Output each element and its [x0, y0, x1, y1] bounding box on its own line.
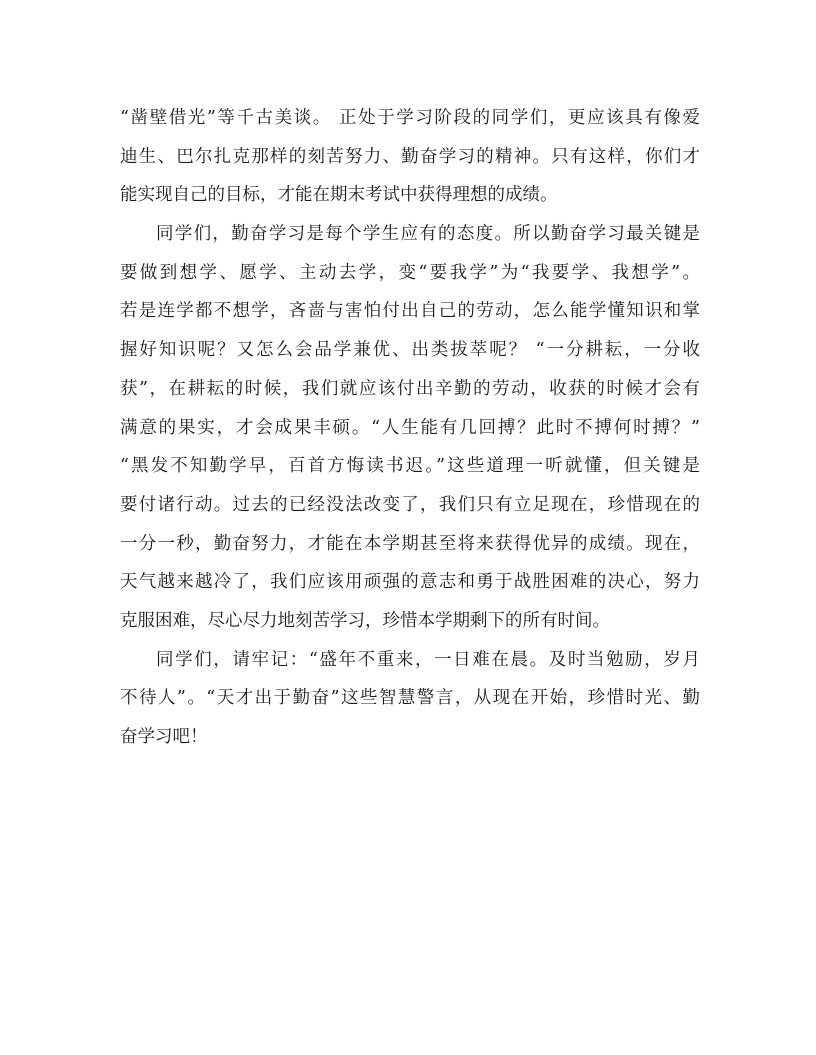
- paragraph: [120, 103, 700, 219]
- text-line: 满意的果实，才会成果丰硕。“人生能有几回搏？此时不搏何时搏？”: [120, 417, 700, 438]
- paragraph: [120, 645, 700, 761]
- text-line: 能实现自己的目标，才能在期末考试中获得理想的成绩。: [120, 185, 558, 206]
- text-line: 若是连学都不想学，吝啬与害怕付出自己的劳动，怎么能学懂知识和掌: [120, 301, 700, 322]
- text-line: 克服困难，尽心尽力地刻苦学习，珍惜本学期剩下的所有时间。: [120, 610, 610, 631]
- text-line: 天气越来越冷了，我们应该用顽强的意志和勇于战胜困难的决心，努力: [120, 572, 700, 593]
- text-line: 奋学习吧！: [120, 727, 208, 747]
- text-line: 获”，在耕耘的时候，我们就应该付出辛勤的劳动，收获的时候才会有: [120, 378, 700, 399]
- text-line: 迪生、巴尔扎克那样的刻苦努力、勤奋学习的精神。只有这样，你们才: [120, 146, 700, 167]
- text-line: 一分一秒，勤奋努力，才能在本学期甚至将来获得优异的成绩。现在，: [120, 533, 700, 554]
- text-line: 要做到想学、愿学、主动去学，变“要我学”为“我要学、我想学”。: [120, 262, 700, 283]
- body-text: [120, 103, 700, 761]
- text-line: 要付诸行动。过去的已经没法改变了，我们只有立足现在，珍惜现在的: [120, 494, 700, 515]
- text-line: 同学们，勤奋学习是每个学生应有的态度。所以勤奋学习最关键是: [156, 224, 700, 245]
- text-line: “凿壁借光”等千古美谈。 正处于学习阶段的同学们，更应该具有像爱: [120, 108, 700, 128]
- text-line: “黑发不知勤学早，百首方悔读书迟。”这些道理一听就懂，但关键是: [120, 456, 700, 477]
- text-line: 同学们，请牢记：“盛年不重来，一日难在晨。及时当勉励，岁月: [156, 649, 700, 670]
- paragraph: [120, 219, 700, 645]
- text-line: 握好知识呢？又怎么会品学兼优、出类拔萃呢？ “一分耕耘，一分收: [120, 340, 700, 361]
- text-line: 不待人”。“天才出于勤奋”这些智慧警言，从现在开始，珍惜时光、勤: [120, 688, 700, 709]
